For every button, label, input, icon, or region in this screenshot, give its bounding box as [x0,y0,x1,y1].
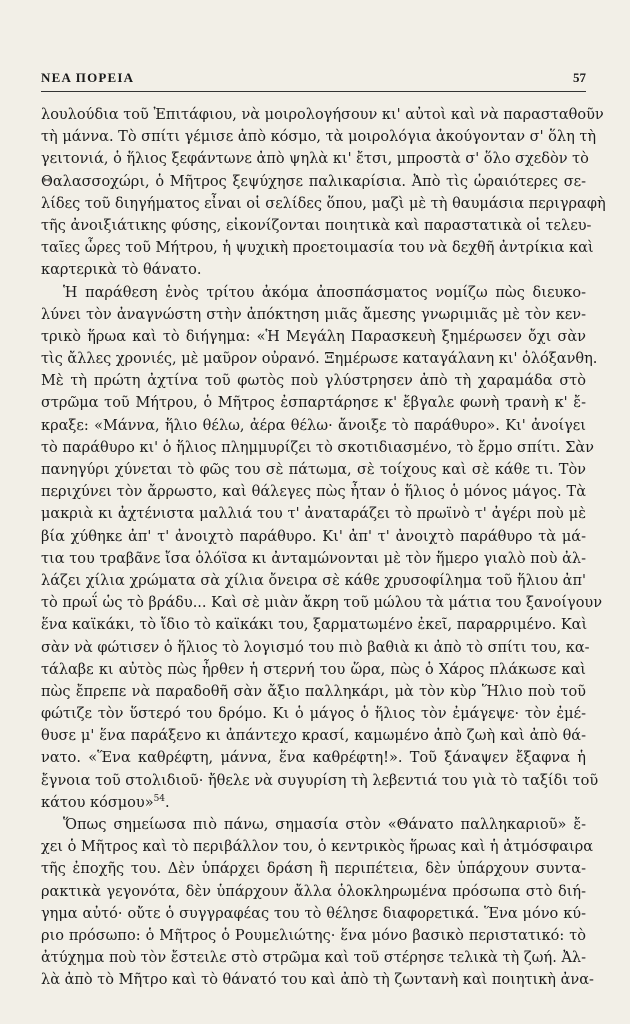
text-line: τὸ παράθυρο κι' ὁ ἥλιος πλημμυρίζει τὸ σκοτιδιασμένο, τὸ ἔρμο σπίτι. Σὰν [41,439,594,456]
text-line: λίδες τοῦ διηγήματος εἶναι οἱ σελίδες ὅπου, μαζὶ μὲ τὴ θαυμάσια περιγραφὴ [41,195,606,212]
text-line: ἀτύχημα ποὺ τὸν ἔστειλε στὸ στρῶμα καὶ τοῦ στέρησε τελικὰ τὴ ζωή. Ἀλ- [41,950,586,967]
text-line: τῆς ἀνοιξιάτικης φύσης, εἰκονίζονται ποιητικὰ καὶ παραστατικὰ οἱ τελευ- [41,217,592,234]
text-line: στρῶμα τοῦ Μήτρου, ὁ Μῆτρος ἐσπαρτάρησε κ' ἔβγαλε φωνὴ τρανὴ κ' ἔ- [41,395,586,412]
text-line: τρικὸ ἥρωα καὶ τὸ διήγημα: «Ἡ Μεγάλη Παρασκευὴ ξημέρωσεν ὄχι σὰν [41,328,586,345]
text-line: Θαλασσοχώρι, ὁ Μῆτρος ξεψύχησε παλικαρίσια. Ἀπὸ τὶς ὡραιότερες σε- [41,173,586,190]
text-line: Ὅπως σημείωσα πιὸ πάνω, σημασία στὸν «Θάνατο παλληκαριοῦ» ἔ- [63,817,586,833]
text-line: ἕνα καϊκάκι, τὸ ἴδιο τὸ καϊκάκι του, ξαρματωμένο ἐκεῖ, παραρριμένο. Καὶ [41,617,588,634]
text-line: καρτερικὰ τὸ θάνατο. [41,262,202,279]
body-text [41,104,606,992]
paragraph [41,104,606,282]
text-line: κραξε: «Μάννα, ἥλιο θέλω, ἀέρα θέλω· ἄνοιξε τὸ παράθυρο». Κι' ἀνοίγει [41,417,586,434]
text-line: περιχύνει τὸν ἄρρωστο, καὶ θάλεγες πὼς ἦταν ὁ ἥλιος ὁ μόνος μάγος. Τὰ [41,484,586,501]
text-fragment: . [165,794,170,811]
text-line: λάζει χίλια χρώματα σὰ χίλια ὄνειρα σὲ κάθε χρυσοφίλημα τοῦ ἥλιου ἀπ' [41,572,586,589]
journal-title: ΝΕΑ ΠΟΡΕΙΑ [41,70,135,85]
text-line: τῆς ἐποχῆς του. Δὲν ὑπάρχει δράση ἢ περιπέτεια, δὲν ὑπάρχουν συντα- [41,861,586,878]
text-line: ἔγνοια τοῦ στολιδιοῦ· ἤθελε νὰ συγυρίση τὴ λεβεντιά του γιὰ τὸ ταξίδι τοῦ [41,772,599,789]
paragraph [41,282,603,815]
text-line: ταῖες ὧρες τοῦ Μήτρου, ἡ ψυχικὴ προετοιμασία του νὰ δεχθῆ ἀντρίκια καὶ [41,240,594,257]
text-line: λύνει τὸν ἀναγνώστη στὴν ἀπόκτηση μιᾶς ἄμεσης γνωριμιᾶς μὲ τὸν κεν- [41,306,586,323]
text-line: μακριὰ κι ἀχτένιστα μαλλιά του τ' ἀναταράζει τὸ πρωϊνὸ τ' ἀγέρι ποὺ μὲ [41,506,586,523]
text-fragment: κάτου κόσμου» [41,794,154,811]
text-line: γειτονιά, ὁ ἥλιος ξεφάντωνε ἀπὸ ψηλὰ κι' ἔτσι, μπροστὰ σ' ὅλο σχεδὸν τὸ [41,151,589,168]
text-line: ριο πρόσωπο: ὁ Μῆτρος ὁ Ρουμελιώτης· ἕνα μόνο βασικὸ περιστατικό: τὸ [41,927,586,944]
text-line: βία χύθηκε ἀπ' τ' ἀνοιχτὸ παράθυρο. Κι' ἀπ' τ' ἀνοιχτὸ παράθυρο τὰ μά- [41,528,586,545]
header-rule [41,91,586,92]
footnote-reference: 54 [153,793,166,804]
text-line: χει ὁ Μῆτρος καὶ τὸ περιβάλλον του, ὁ κεντρικὸς ἥρωας καὶ ἡ ἀτμόσφαιρα [41,839,594,856]
text-line: τια του τραβᾶνε ἴσα ὁλόϊσα κι ἀνταμώνονται μὲ τὸν ἥμερο γιαλὸ ποὺ ἀλ- [41,550,586,567]
text-line-with-footnote [41,792,586,814]
text-line: Ἡ παράθεση ἑνὸς τρίτου ἀκόμα ἀποσπάσματος νομίζω πὼς διευκο- [63,284,586,301]
page-number: 57 [573,70,586,85]
text-line: ρακτικὰ γεγονότα, δὲν ὑπάρχουν ἄλλα ὁλοκληρωμένα πρόσωπα στὸ διή- [41,883,586,900]
text-line: σὰν νὰ φώτισεν ὁ ἥλιος τὸ λογισμό του πιὸ βαθιὰ κι ἀπὸ τὸ σπίτι του, κα- [41,639,590,656]
text-line: Μὲ τὴ πρώτη ἀχτίνα τοῦ φωτὸς ποὺ γλύστρησεν ἀπὸ τὴ χαραμάδα στὸ [41,373,586,390]
text-line: πὼς ἔπρεπε νὰ παραδοθῆ σὰν ἄξιο παλληκάρι, μὰ τὸν κὺρ Ἥλιο ποὺ τοῦ [41,683,586,700]
paragraph [41,814,594,992]
text-line: πανηγύρι χύνεται τὸ φῶς του σὲ πάτωμα, σὲ τοίχους καὶ σὲ κάθε τι. Τὸν [41,462,586,478]
text-line: φώτιζε τὸν ὕστερό του δρόμο. Κι ὁ μάγος ὁ ἥλιος τὸν ἐμάγεψε· τὸν ἐμέ- [41,706,586,723]
running-header [41,70,586,90]
text-line: τὶς ἄλλες χρονιές, μὲ μαῦρον οὐρανό. Ξημέρωσε καταγάλανη κι' ὁλόξανθη. [41,351,598,368]
text-line: θυσε μ' ἕνα παράξενο κι ἀπάντεχο κρασί, καμωμένο ἀπὸ ζωὴ καὶ ἀπὸ θά- [41,728,586,745]
text-line: νατο. «Ἕνα καθρέφτη, μάννα, ἕνα καθρέφτη!». Τοῦ ξάναψεν ἔξαφνα ἡ [41,750,586,767]
text-line: τὴ μάννα. Τὸ σπίτι γέμισε ἀπὸ κόσμο, τὰ μοιρολόγια ἀκούγονταν σ' ὅλη τὴ [41,129,597,146]
text-line: γημα αὐτό· οὔτε ὁ συγγραφέας του τὸ θέλησε διαφορετικά. Ἕνα μόνο κύ- [41,905,586,922]
text-line: τὸ πρωΐ ὡς τὸ βράδυ... Καὶ σὲ μιὰν ἄκρη τοῦ μώλου τὰ μάτια του ξανοίγουν [41,595,603,612]
text-line: λουλούδια τοῦ Ἐπιτάφιου, νὰ μοιρολογήσουν κι' αὐτοὶ καὶ νὰ παρασταθοῦν [41,107,604,123]
text-line: τάλαβε κι αὐτὸς πὼς ἦρθεν ἡ στερνή του ὥρα, πὼς ὁ Χάρος πλάκωσε καὶ [41,661,586,678]
text-line: λὰ ἀπὸ τὸ Μῆτρο καὶ τὸ θάνατό του καὶ ἀπὸ τὴ ζωντανὴ καὶ ποιητικὴ ἀνα- [41,972,594,989]
